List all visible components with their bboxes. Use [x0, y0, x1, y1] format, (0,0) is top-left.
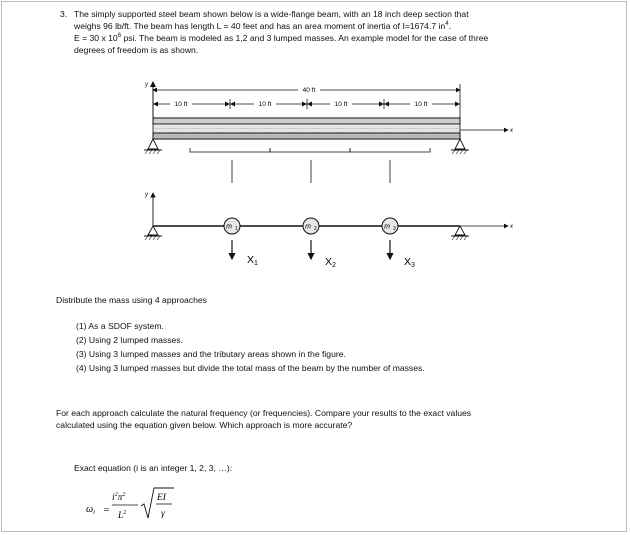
bottom-right-support: [451, 226, 469, 240]
svg-text:m: m: [226, 223, 232, 231]
problem-number: 3.: [60, 9, 68, 19]
svg-text:2: 2: [314, 226, 317, 232]
approaches-intro: Distribute the mass using 4 approaches: [56, 295, 207, 305]
svg-text:L2: $L^2$: [118, 510, 127, 521]
bottom-y-axis-label: y: [145, 192, 148, 198]
problem-line-1: The simply supported steel beam shown below is a wide-flange beam, with an 18 inch deep section that: [74, 9, 469, 19]
segment-label-1: 10 ft: [174, 101, 188, 108]
lumped-mass-3: [382, 218, 398, 234]
total-length-label: 40 ft: [302, 87, 316, 94]
lumped-mass-1: [224, 218, 240, 234]
problem-line-3: E = 30 x $10^6$ psi. The beam is modeled as 1,2 and 3 lumped masses. An example model for the case of three: [74, 33, 489, 43]
svg-text:=: =: [103, 505, 110, 516]
segment-label-4: 10 ft: [414, 101, 428, 108]
problem-line-4: degrees of freedom is as shown.: [74, 45, 199, 55]
left-pin-support: [144, 139, 162, 154]
problem-line-2: weighs 96 lb/ft. The beam has length L = 40 feet and has an area moment of inertia of I=1674.7 $in^4$.: [74, 21, 451, 31]
steel-beam: [153, 118, 460, 139]
task-line-2: calculated using the equation given below. Which approach is more accurate?: [56, 420, 353, 430]
exact-equation-label: Exact equation (i is an integer 1, 2, 3, …):: [74, 463, 233, 473]
approach-4: (4) Using 3 lumped masses but divide the total mass of the beam by the number of masses.: [76, 363, 425, 373]
svg-text:m: m: [305, 223, 311, 231]
tributary-bracket-1: [190, 148, 270, 152]
segment-label-2: 10 ft: [258, 101, 272, 108]
approach-2: (2) Using 2 lumped masses.: [76, 335, 183, 345]
approach-1: (1) As a SDOF system.: [76, 321, 164, 331]
svg-text:i2π2: $i^2\pi^2$: [112, 492, 126, 503]
svg-text:m: m: [384, 223, 390, 231]
top-x-axis-label: x: [510, 128, 513, 134]
svg-text:ωi: $\omega_i$: [86, 504, 95, 516]
tributary-bracket-2: [270, 148, 350, 152]
dof-label-1: X1: [247, 254, 258, 267]
svg-text:1: 1: [235, 226, 238, 232]
task-line-1: For each approach calculate the natural frequency (or frequencies). Compare your results to the exact values: [56, 408, 472, 418]
tributary-bracket-3: [350, 148, 430, 152]
bottom-left-support: [144, 226, 162, 240]
approach-3: (3) Using 3 lumped masses and the tributary areas shown in the figure.: [76, 349, 346, 359]
svg-text:3: 3: [393, 226, 396, 232]
right-pin-support: [451, 139, 469, 154]
svg-text:EI: EI: [157, 493, 166, 503]
lumped-mass-2: [303, 218, 319, 234]
exact-frequency-formula: [72, 486, 192, 534]
dof-label-2: X2: [325, 256, 336, 269]
bottom-x-axis-label: x: [510, 224, 513, 230]
segment-label-3: 10 ft: [334, 101, 348, 108]
svg-text:γ: γ: [161, 509, 165, 519]
dof-label-3: X3: [404, 256, 415, 269]
top-y-axis-label: y: [145, 82, 148, 88]
